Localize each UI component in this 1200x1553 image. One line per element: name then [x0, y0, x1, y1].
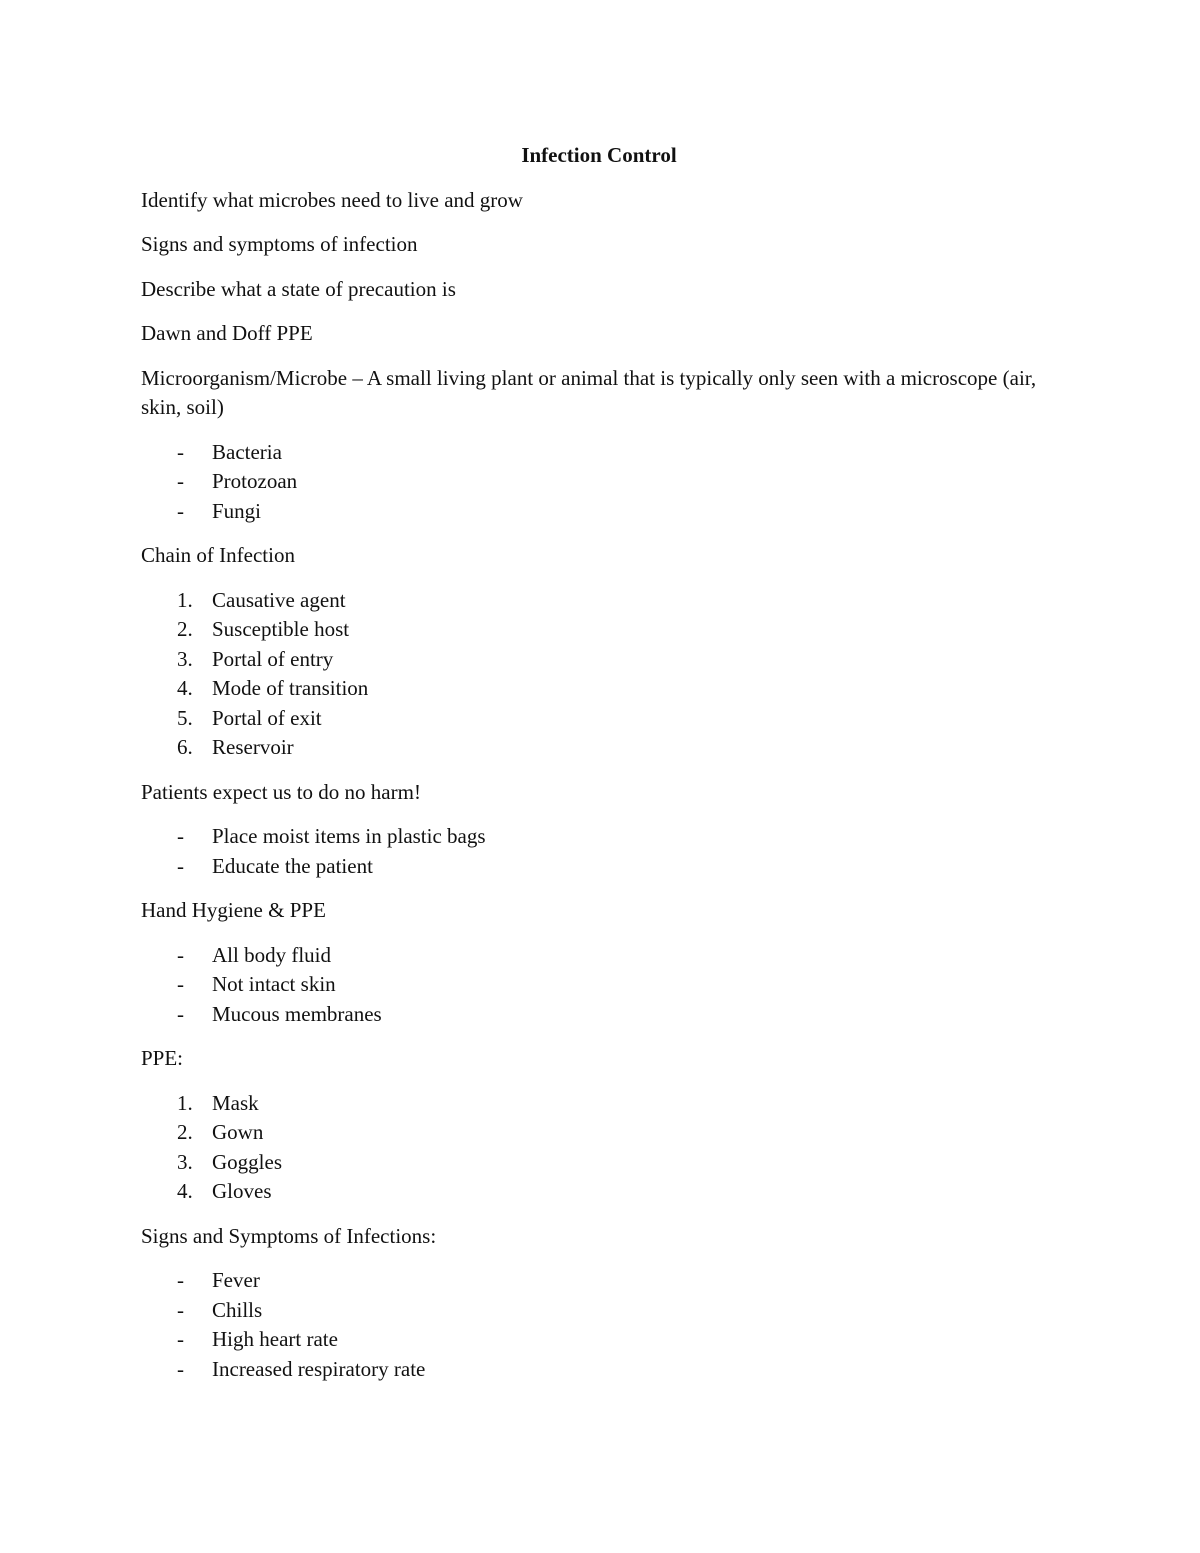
list-item-text: Chills: [212, 1297, 263, 1322]
paragraph: Hand Hygiene & PPE: [141, 898, 326, 922]
list-item-text: Fungi: [212, 498, 262, 523]
list-number: 4.: [177, 1179, 193, 1203]
dash-list: [141, 438, 1051, 527]
list-item: [141, 645, 1051, 675]
paragraph: Signs and symptoms of infection: [141, 232, 418, 256]
list-item: [141, 970, 1051, 1000]
paragraph: Microorganism/Microbe – A small living plant or animal that is typically only seen with a microscope (air, skin, soil): [141, 365, 1037, 419]
list-number: 1.: [177, 1090, 193, 1115]
paragraph: Identify what microbes need to live and grow: [141, 187, 523, 212]
list-number: 2.: [177, 617, 193, 641]
list-item: [141, 822, 1051, 852]
list-dash: -: [177, 853, 184, 878]
list-dash: -: [177, 824, 184, 848]
list-item: [141, 852, 1051, 882]
list-item-text: Mode of transition: [212, 676, 369, 700]
list-item: [141, 1089, 1051, 1119]
list-item: [141, 615, 1051, 645]
list-item-text: Mask: [212, 1090, 259, 1115]
list-dash: -: [177, 1297, 184, 1322]
list-dash: -: [177, 1327, 184, 1351]
list-item-text: Causative agent: [212, 587, 346, 612]
list-dash: -: [177, 942, 184, 967]
paragraph: Dawn and Doff PPE: [141, 321, 313, 345]
list-item-text: Goggles: [212, 1149, 282, 1174]
list-item-text: Portal of exit: [212, 705, 322, 730]
list-item-text: Susceptible host: [212, 617, 350, 641]
list-item-text: Bacteria: [212, 439, 282, 464]
list-item-text: Mucous membranes: [212, 1001, 382, 1026]
list-number: 2.: [177, 1120, 193, 1144]
dash-list: [141, 822, 1051, 881]
list-item-text: Increased respiratory rate: [212, 1356, 426, 1381]
list-number: 3.: [177, 1149, 193, 1174]
list-number: 3.: [177, 646, 193, 671]
list-dash: -: [177, 1001, 184, 1026]
list-item: [141, 674, 1051, 704]
list-item: [141, 1148, 1051, 1178]
list-item-text: Gloves: [212, 1179, 272, 1203]
list-item: [141, 733, 1051, 763]
list-item-text: Educate the patient: [212, 853, 373, 878]
list-item: [141, 1177, 1051, 1207]
list-dash: -: [177, 469, 184, 493]
paragraph: Patients expect us to do no harm!: [141, 779, 421, 804]
list-dash: -: [177, 1356, 184, 1381]
list-item-text: Protozoan: [212, 469, 298, 493]
list-item: [141, 1296, 1051, 1326]
paragraph: Chain of Infection: [141, 543, 295, 567]
list-item: [141, 704, 1051, 734]
paragraph: Describe what a state of precaution is: [141, 276, 456, 301]
list-item-text: All body fluid: [212, 942, 331, 967]
list-dash: -: [177, 498, 184, 523]
list-item: [141, 1325, 1051, 1355]
list-item: [141, 586, 1051, 616]
dash-list: [141, 1266, 1051, 1384]
document-blocks: [141, 186, 1051, 1385]
document-title: Infection Control: [521, 143, 677, 167]
list-item: [141, 497, 1051, 527]
list-number: 4.: [177, 676, 193, 700]
paragraph: Signs and Symptoms of Infections:: [141, 1223, 437, 1248]
list-item-text: Reservoir: [212, 735, 294, 759]
list-item-text: Gown: [212, 1120, 264, 1144]
paragraph: PPE:: [141, 1046, 184, 1070]
list-dash: -: [177, 1268, 184, 1292]
list-dash: -: [177, 439, 184, 464]
list-item: [141, 941, 1051, 971]
list-number: 6.: [177, 735, 193, 759]
list-item: [141, 1266, 1051, 1296]
list-item: [141, 1000, 1051, 1030]
list-item-text: Not intact skin: [212, 972, 336, 996]
list-item-text: Portal of entry: [212, 646, 334, 671]
list-item-text: Fever: [212, 1268, 260, 1292]
numbered-list: [141, 1089, 1051, 1207]
list-number: 5.: [177, 705, 193, 730]
numbered-list: [141, 586, 1051, 763]
list-item: [141, 1118, 1051, 1148]
list-dash: -: [177, 972, 184, 996]
list-item: [141, 438, 1051, 468]
list-item: [141, 1355, 1051, 1385]
list-number: 1.: [177, 587, 193, 612]
dash-list: [141, 941, 1051, 1030]
document-body: [141, 141, 1051, 1399]
list-item: [141, 467, 1051, 497]
list-item-text: High heart rate: [212, 1327, 338, 1351]
list-item-text: Place moist items in plastic bags: [212, 824, 486, 848]
